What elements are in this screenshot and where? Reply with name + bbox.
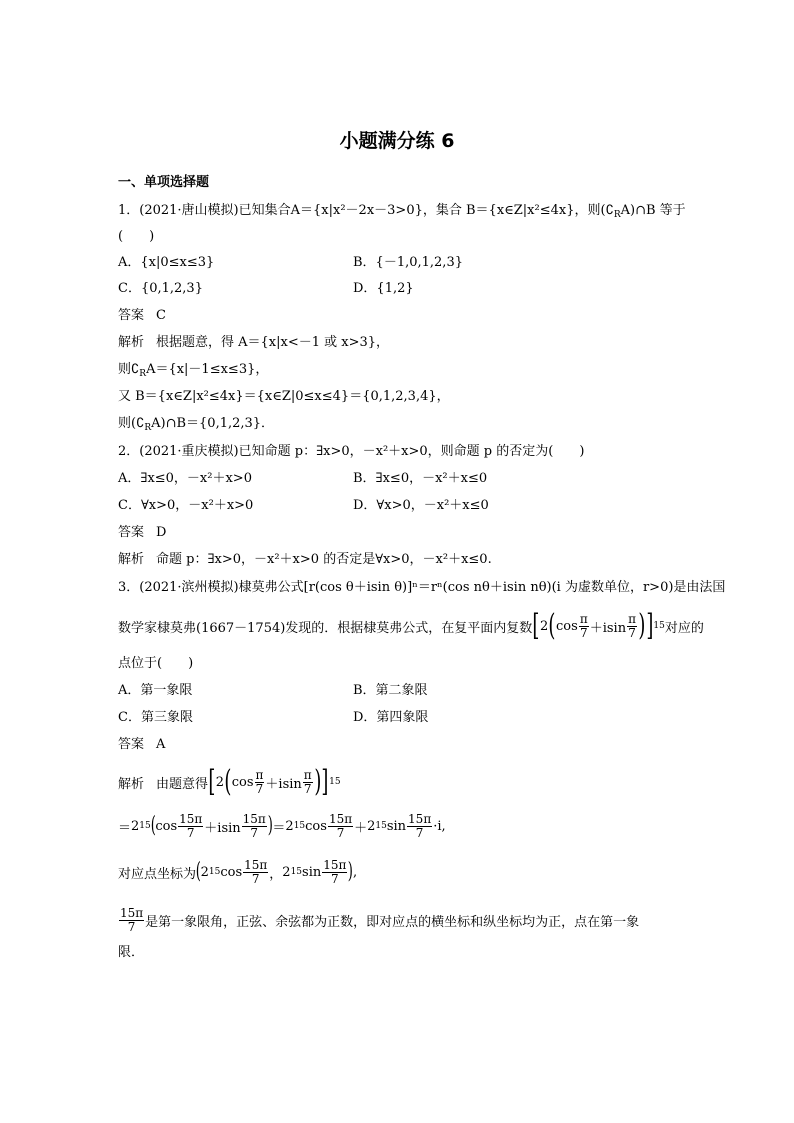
q3-stem-line-1: 3．(2021·滨州模拟)棣莫弗公式[r(cos θ＋isin θ)]ⁿ＝rⁿ(cos nθ＋isin nθ)(i 为虚数单位，r>0)是由法国 bbox=[118, 580, 726, 595]
q3-solution-line-4: $\frac{15\pi}{7}$ 是第一象限角，正弦、余弦都为正数，即对应点的横坐标和纵坐标均为正，点在第一象 bbox=[120, 905, 640, 934]
q3-option-b: B．第二象限 bbox=[353, 683, 428, 698]
q3-stem-line-2: 数学家棣莫弗(1667－1754)发现的．根据棣莫弗公式，在复平面内复数 [ 2 ( cos $\frac{\pi}{7}$ ＋isin $\frac{\pi}{7}$ ) ] 15 对应的 bbox=[118, 608, 704, 643]
q1-stem: 1．(2021·唐山模拟)已知集合A＝{x|x²－2x－3>0}，集合 B＝{x∈Z|x²≤4x}，则$(∁_RA)\cap B$ 等于 bbox=[118, 203, 686, 220]
q3-solution-line-5: 限． bbox=[118, 945, 145, 960]
q1-answer-paren: ( ) bbox=[118, 229, 155, 244]
q3-answer: 答案 A bbox=[118, 737, 166, 752]
q1-option-b: B．{－1,0,1,2,3} bbox=[353, 255, 463, 270]
q3-stem-line-3: 点位于( ) bbox=[118, 656, 194, 671]
q1-answer: 答案 C bbox=[118, 308, 166, 323]
q1-option-d: D．{1,2} bbox=[353, 281, 414, 296]
q3-option-c: C．第三象限 bbox=[118, 710, 193, 725]
section-heading: 一、单项选择题 bbox=[118, 175, 210, 190]
q3-solution-line-2: ＝ 2 15 ( cos $\frac{15\pi}{7}$ ＋isin $\frac{15\pi}{7}$ ) ＝ 2 15 cos $\frac{15\pi}{7}$ ＋ 2 15 sin $\frac{15\pi}{7}$ ·i, bbox=[118, 811, 446, 840]
q2-solution: 解析 命题 p：∃x>0，－x²＋x>0 的否定是∀x>0，－x²＋x≤0. bbox=[118, 552, 492, 567]
q3-option-a: A．第一象限 bbox=[118, 683, 193, 698]
q2-option-a: A．∃x≤0，－x²＋x>0 bbox=[118, 471, 252, 486]
q3-solution-line-1: 解析 由题意得 [ 2 ( cos $\frac{\pi}{7}$ ＋isin $\frac{\pi}{7}$ ) ] 15 bbox=[118, 764, 341, 799]
q2-stem: 2．(2021·重庆模拟)已知命题 p：∃x>0，－x²＋x>0，则命题 p 的否定为( ) bbox=[118, 444, 585, 459]
q2-option-d: D．∀x>0，－x²＋x≤0 bbox=[353, 498, 489, 513]
q2-option-c: C．∀x>0，－x²＋x>0 bbox=[118, 498, 254, 513]
q1-solution-line-3: 又 B＝{x∈Z|x²≤4x}＝{x∈Z|0≤x≤4}＝{0,1,2,3,4}， bbox=[118, 389, 450, 404]
q1-solution-line-2: 则$∁_RA=\{x|-1\le x\le 3\}$， bbox=[118, 362, 269, 379]
q1-option-a: A．{x|0≤x≤3} bbox=[118, 255, 215, 270]
q1-solution-line-1: 解析 根据题意，得 A＝{x|x<－1 或 x>3}， bbox=[118, 335, 390, 350]
page-title: 小题满分练 6 bbox=[339, 130, 455, 152]
q2-answer: 答案 D bbox=[118, 525, 167, 540]
q3-solution-line-3: 对应点坐标为 ( 2 15 cos $\frac{15\pi}{7}$ ， 2 15 sin $\frac{15\pi}{7}$ ) , bbox=[118, 857, 358, 886]
q1-option-c: C．{0,1,2,3} bbox=[118, 281, 203, 296]
q3-option-d: D．第四象限 bbox=[353, 710, 429, 725]
q2-option-b: B．∃x≤0，－x²＋x≤0 bbox=[353, 471, 488, 486]
q1-solution-line-4: 则$(∁_RA)\cap B=\{0,1,2,3\}$． bbox=[118, 416, 275, 433]
